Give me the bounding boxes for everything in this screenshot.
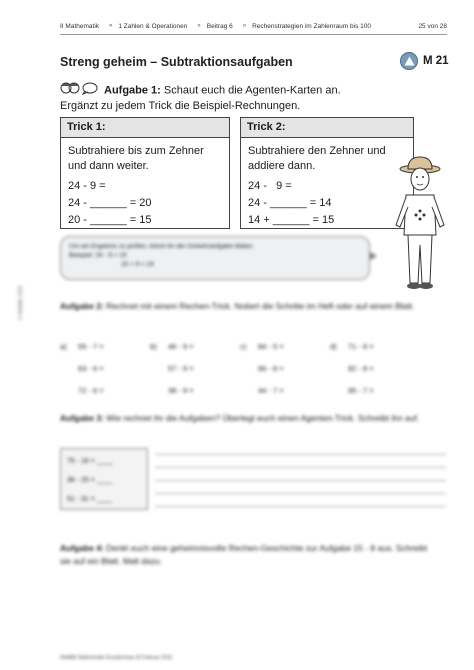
breadcrumb-item: » 1 Zahlen & Operationen xyxy=(109,22,188,30)
exercise-letter xyxy=(60,364,78,373)
exercise-letter: a) xyxy=(60,341,67,351)
exercise-cell xyxy=(60,364,150,373)
exercise-term: 95 - 7 = xyxy=(348,385,374,395)
exercise-term: 55 - 7 = xyxy=(78,341,104,351)
exercise-term: 57 - 9 = xyxy=(168,363,194,373)
task-3-answer-area xyxy=(60,448,446,510)
exercise-row xyxy=(60,335,420,357)
exercise-cell xyxy=(330,364,420,373)
task-3-text: Wie rechnet ihr die Aufgaben? Überlegt euch einen Agenten-Trick. Schreibt ihn auf. xyxy=(103,413,420,423)
exercise-letter: b) xyxy=(150,341,157,351)
task-4-text: Denkt euch eine geheimnisvolle Rechen-Geschichte zur Aufgabe 15 - 8 aus. Schreibt sie auf ein Blatt. Malt dazu. xyxy=(60,543,428,566)
exercise-term: 46 - 9 = xyxy=(168,341,194,351)
trick-2-line: 24 - 9 = xyxy=(248,180,292,192)
hint-example-2: 15 + 9 = 24 xyxy=(121,261,154,268)
trick-1-line: 24 - ______ = 20 xyxy=(68,197,152,209)
writing-line xyxy=(155,454,446,455)
task-2-label: Aufgabe 2: xyxy=(60,301,104,311)
exercise-cell xyxy=(150,364,240,373)
task-2-text: Rechnet mit einem Rechen-Trick. Notiert die Schritte im Heft oder auf einem Blatt. xyxy=(103,301,415,311)
exercise-term: 82 - 8 = xyxy=(348,363,374,373)
exercise-term: 38 - 9 = xyxy=(168,385,194,395)
trick-card-2 xyxy=(240,117,414,229)
header-divider xyxy=(60,34,447,35)
exercise-cell xyxy=(240,364,330,373)
task-3-label: Aufgabe 3: xyxy=(60,413,104,423)
task-icons xyxy=(60,82,100,99)
exercise-term: 44 - 7 = xyxy=(258,385,284,395)
exercise-cell xyxy=(150,342,240,351)
exercise-letter xyxy=(150,386,168,395)
writing-line xyxy=(155,493,446,494)
hint-text: Um ein Ergebnis zu prüfen, könnt ihr die Umkehraufgabe bilden. xyxy=(69,243,254,250)
exercise-term: 66 - 8 = xyxy=(258,363,284,373)
exercise-cell xyxy=(150,386,240,395)
breadcrumb-item: » Beitrag 6 xyxy=(197,22,233,30)
task-3-items xyxy=(60,448,148,510)
trick-1-heading: Trick 1: xyxy=(61,118,229,138)
breadcrumb-item: II Mathematik xyxy=(60,22,100,30)
exercise-cell xyxy=(240,342,330,351)
task-2 xyxy=(60,300,430,313)
children-icon xyxy=(60,82,80,99)
exercise-row xyxy=(60,357,420,379)
exercise-letter: d) xyxy=(330,341,337,351)
triangle-icon xyxy=(400,52,418,70)
bubble-tail xyxy=(369,251,377,261)
exercise-letter xyxy=(60,386,78,395)
hint-example: Beispiel: 24 - 9 = 15 xyxy=(69,252,127,259)
agent-illustration xyxy=(390,155,450,300)
exercise-cell xyxy=(60,386,150,395)
chevron-right-icon: » xyxy=(242,23,247,29)
trick-1-description: Subtrahiere bis zum Zehner und dann weiter. xyxy=(68,145,204,172)
exercise-term: 72 - 6 = xyxy=(78,385,104,395)
exercise-cell xyxy=(330,386,420,395)
task-4 xyxy=(60,542,430,568)
page-title: Streng geheim – Subtraktionsaufgaben xyxy=(60,55,293,69)
exercise-grid xyxy=(60,335,420,401)
trick-2-heading: Trick 2: xyxy=(241,118,413,138)
trick-card-1 xyxy=(60,117,230,229)
trick-1-line: 24 - 9 = xyxy=(68,180,106,192)
task-1-label: Aufgabe 1: xyxy=(104,84,161,97)
exercise-cell xyxy=(60,342,150,351)
trick-2-line: 14 + ______ = 15 xyxy=(248,214,335,226)
side-copyright: © RAABE 2015 xyxy=(18,285,24,320)
writing-line xyxy=(155,506,446,507)
footer: RAABE Mathematik Grundschule 20 Februar 2015 xyxy=(60,655,173,661)
exercise-term: 84 - 5 = xyxy=(258,341,284,351)
task-1-text: Schaut euch die Agenten-Karten an. xyxy=(160,84,341,97)
worksheet-number: M 21 xyxy=(423,55,449,67)
task-3-item: 51 - 31 = ____ xyxy=(67,496,113,503)
exercise-letter xyxy=(240,364,258,373)
chevron-right-icon: » xyxy=(197,23,201,29)
exercise-cell xyxy=(330,342,420,351)
task-3-item: 36 - 25 = ____ xyxy=(67,477,113,484)
hint-speech-bubble xyxy=(60,236,370,280)
breadcrumb xyxy=(60,20,447,32)
speech-bubble-icon xyxy=(82,82,98,99)
trick-2-description: Subtrahiere den Zehner und addiere dann. xyxy=(248,145,386,172)
worksheet-badge xyxy=(400,52,449,70)
task-4-label: Aufgabe 4: xyxy=(60,543,104,553)
task-3-item: 75 - 16 = ____ xyxy=(67,458,113,465)
exercise-row xyxy=(60,379,420,401)
exercise-letter xyxy=(330,364,348,373)
exercise-letter: c) xyxy=(240,341,247,351)
exercise-letter xyxy=(330,386,348,395)
page-number: 25 von 28 xyxy=(418,22,447,30)
task-1-text-2: Ergänzt zu jedem Trick die Beispiel-Rechnungen. xyxy=(60,100,301,112)
chevron-right-icon: » xyxy=(109,23,113,29)
writing-line xyxy=(155,480,446,481)
trick-2-line: 24 - ______ = 14 xyxy=(248,197,332,209)
trick-1-line: 20 - ______ = 15 xyxy=(68,214,152,226)
exercise-term: 71 - 8 = xyxy=(348,341,374,351)
exercise-letter xyxy=(240,386,258,395)
exercise-letter xyxy=(150,364,168,373)
task-1 xyxy=(60,82,440,113)
writing-line xyxy=(155,467,446,468)
breadcrumb-item: » Rechenstrategien im Zahlenraum bis 100 xyxy=(242,22,371,30)
exercise-cell xyxy=(240,386,330,395)
task-3 xyxy=(60,412,430,425)
exercise-term: 63 - 6 = xyxy=(78,363,104,373)
